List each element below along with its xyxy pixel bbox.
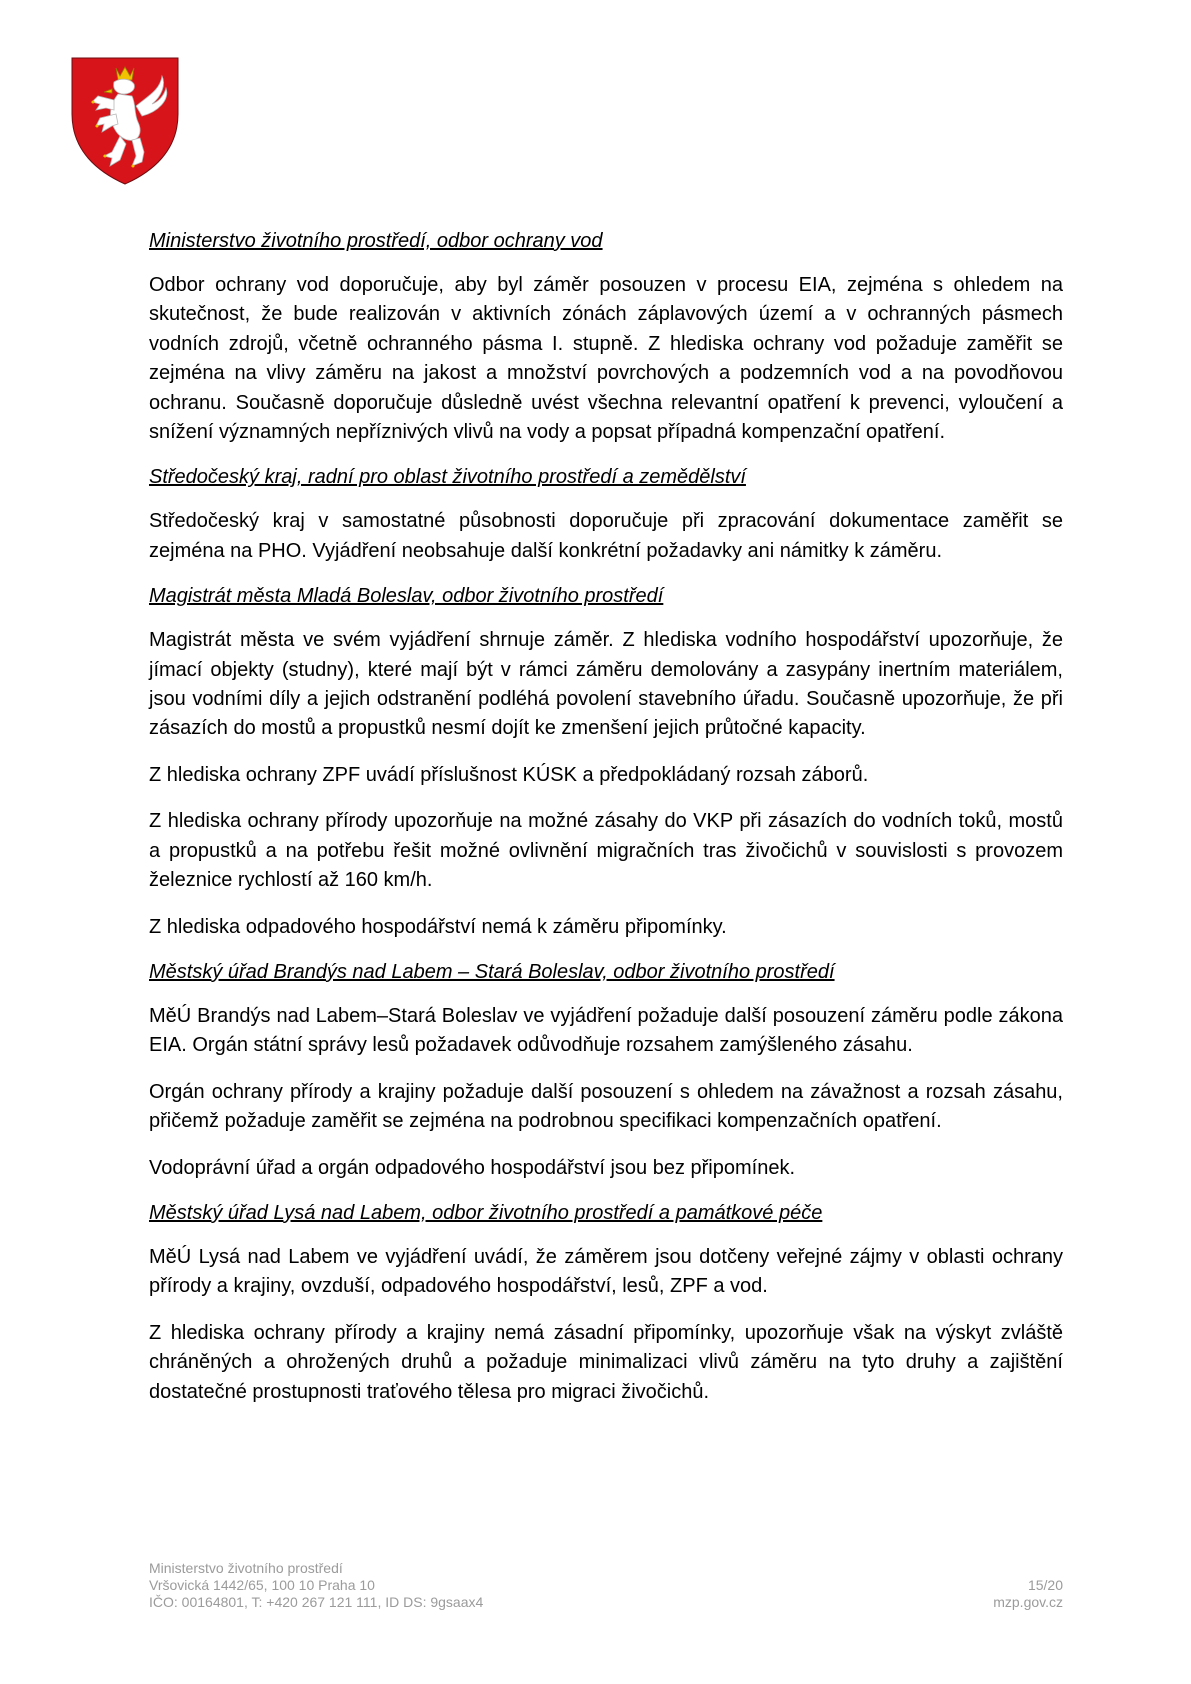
paragraph: Orgán ochrany přírody a krajiny požaduje další posouzení s ohledem na závažnost a rozsah zásahu, přičemž požaduje zaměřit se zejména na podrobnou specifikaci kompenzačních opatření. (149, 1080, 1063, 1133)
paragraph: Magistrát města ve svém vyjádření shrnuje záměr. Z hlediska vodního hospodářství upozorňuje, že jímací objekty (studny), které mají být v rámci záměru demolovány a zasypány inertním materiálem, jsou vodními díly a jejich odstranění podléhá povolení stavebního úřadu. Současně upozorňuje, že při zásazích do mostů a propustků nesmí dojít ke zmenšení jejich průtočné kapacity. (149, 629, 1063, 740)
paragraph: Z hlediska odpadového hospodářství nemá k záměru připomínky. (149, 915, 727, 938)
footer-website: mzp.gov.cz (993, 1594, 1063, 1610)
section-heading: Městský úřad Brandýs nad Labem – Stará Boleslav, odbor životního prostředí (149, 960, 835, 983)
section-brandys (149, 959, 1063, 1183)
section-lysa (149, 1200, 1063, 1407)
paragraph: Z hlediska ochrany přírody upozorňuje na možné zásahy do VKP při zásazích do vodních toků, mostů a propustků a na potřebu řešit možné ovlivnění migračních tras živočichů v souvislosti s provozem železnice rychlostí až 160 km/h. (149, 810, 1063, 892)
footer-address: Vršovická 1442/65, 100 10 Praha 10 (149, 1577, 375, 1593)
paragraph: Z hlediska ochrany ZPF uvádí příslušnost KÚSK a předpokládaný rozsah záborů. (149, 763, 869, 786)
page-number: 15/20 (1027, 1577, 1063, 1593)
document-body (149, 228, 1063, 1407)
footer-right-block (993, 1577, 1063, 1611)
paragraph: Odbor ochrany vod doporučuje, aby byl záměr posouzen v procesu EIA, zejména s ohledem na skutečnost, že bude realizován v aktivních zónách záplavových území a v ochranných pásmech vodních zdrojů, včetně ochranného pásma I. stupně. Z hlediska ochrany vod požaduje zaměřit se zejména na vlivy záměru na jakost a množství povrchových a podzemních vod a na povodňovou ochranu. Současně doporučuje důsledně uvést všechna relevantní opatření k prevenci, vyloučení a snížení významných nepříznivých vlivů na vody a popsat případná kompenzační opatření. (149, 274, 1063, 444)
section-mzp-water (149, 228, 1063, 447)
section-stredocesky-kraj (149, 464, 1063, 566)
paragraph: Středočeský kraj v samostatné působnosti doporučuje při zpracování dokumentace zaměřit se zejména na PHO. Vyjádření neobsahuje další konkrétní požadavky ani námitky k záměru. (149, 510, 1063, 562)
paragraph: MěÚ Brandýs nad Labem–Stará Boleslav ve vyjádření požaduje další posouzení záměru podle zákona EIA. Orgán státní správy lesů požadavek odůvodňuje rozsahem zamýšleného zásahu. (149, 1004, 1063, 1057)
section-heading: Magistrát města Mladá Boleslav, odbor životního prostředí (149, 585, 664, 608)
section-heading: Městský úřad Lysá nad Labem, odbor životního prostředí a památkové péče (149, 1201, 823, 1224)
section-heading: Ministerstvo životního prostředí, odbor ochrany vod (149, 230, 603, 252)
section-heading: Středočeský kraj, radní pro oblast životního prostředí a zemědělství (149, 466, 746, 489)
section-mlada-boleslav (149, 583, 1063, 942)
paragraph: Vodoprávní úřad a orgán odpadového hospodářství jsou bez připomínek. (149, 1156, 795, 1179)
paragraph: Z hlediska ochrany přírody a krajiny nemá zásadní připomínky, upozorňuje však na výskyt zvláště chráněných a ohrožených druhů a požaduje minimalizaci vlivů záměru na tyto druhy a zajištění dostatečné prostupnosti traťového tělesa pro migraci živočichů. (149, 1321, 1063, 1403)
footer-org: Ministerstvo životního prostředí (149, 1560, 343, 1576)
paragraph: MěÚ Lysá nad Labem ve vyjádření uvádí, že záměrem jsou dotčeny veřejné zájmy v oblasti ochrany přírody a krajiny, ovzduší, odpadového hospodářství, lesů, ZPF a vod. (149, 1245, 1063, 1298)
footer-contact: IČO: 00164801, T: +420 267 121 111, ID DS: 9gsaax4 (149, 1594, 484, 1610)
footer-address-block (149, 1560, 483, 1611)
coat-of-arms-emblem (70, 56, 180, 186)
